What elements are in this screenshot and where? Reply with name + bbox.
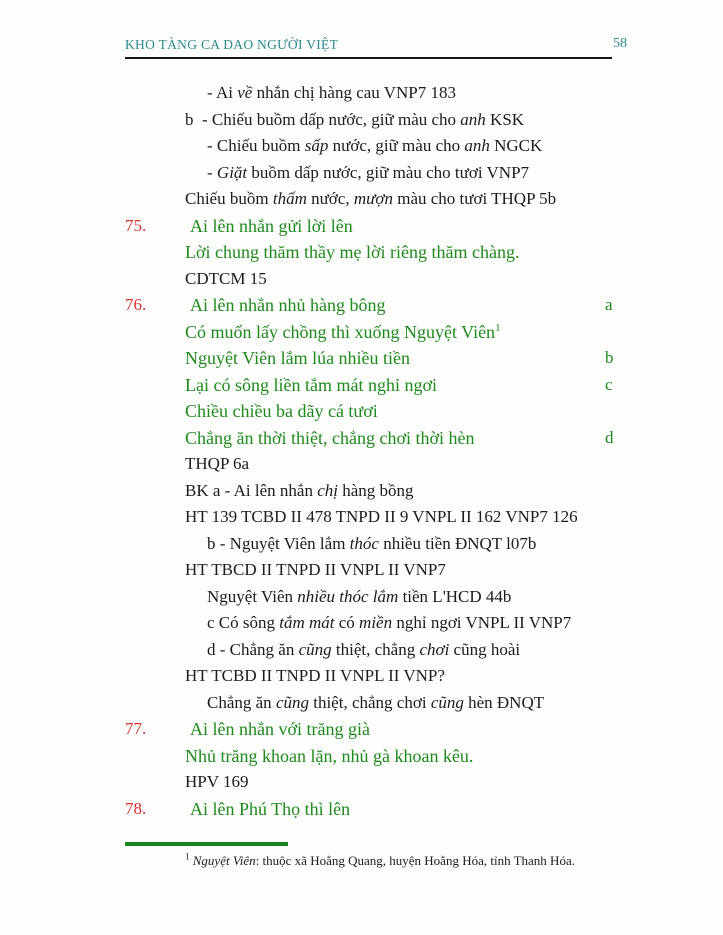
footnote-marker: 1: [185, 851, 190, 862]
reference-line: [125, 107, 645, 134]
verse-line: [125, 319, 645, 346]
header-rule: [125, 57, 612, 59]
reference-line: [125, 663, 645, 690]
line-text: Ai lên nhắn với trăng già: [190, 719, 370, 739]
line-text: Ai lên nhắn nhủ hàng bông: [190, 295, 386, 315]
footnote: [185, 852, 625, 870]
reference-line: [125, 504, 645, 531]
reference-line: [125, 186, 645, 213]
line-text: Chiếu buồm thấm nước, mượn màu cho tươi THQP 5b: [185, 189, 557, 208]
reference-line: [125, 80, 645, 107]
reference-line: [125, 610, 645, 637]
line-text: Có muốn lấy chồng thì xuống Nguyệt Viên$^1$: [185, 321, 501, 342]
line-text: c Có sông tắm mát có miền nghỉ ngơi VNPL II VNP7: [207, 613, 572, 632]
line-text: CDTCM 15: [185, 268, 267, 288]
variant-letter: b: [605, 348, 614, 367]
line-text: Nguyệt Viên lắm lúa nhiều tiền: [185, 348, 411, 368]
entry-number: 77.: [125, 719, 147, 738]
line-text: - Ai về nhắn chị hàng cau VNP7 183: [207, 83, 456, 102]
variant-letter: d: [605, 427, 614, 447]
reference-line: [125, 637, 645, 664]
line-text: Chiều chiều ba dãy cá tươi: [185, 401, 378, 421]
line-text: b - Nguyệt Viên lắm thóc nhiều tiền ĐNQT l07b: [207, 533, 537, 553]
verse-line: [125, 239, 645, 266]
line-text: d - Chẳng ăn cũng thiệt, chẳng chơi cũng hoài: [207, 639, 521, 659]
line-text: Lại có sông liền tắm mát nghỉ ngơi: [185, 374, 437, 395]
variant-letter: c: [605, 374, 613, 394]
reference-line: [125, 690, 645, 717]
body-text: [125, 80, 645, 822]
verse-line: [125, 398, 645, 425]
entry-line: [125, 213, 645, 240]
verse-line: [125, 372, 645, 399]
line-text: BK a - Ai lên nhắn chị hàng bồng: [185, 480, 414, 500]
reference-line: [125, 769, 645, 796]
reference-line: [125, 478, 645, 505]
entry-number: 78.: [125, 798, 147, 818]
entry-number: 75.: [125, 215, 147, 235]
entry-line: [125, 292, 645, 319]
page-number: 58: [613, 36, 627, 51]
line-text: HT TBCD II TNPD II VNPL II VNP7: [185, 560, 446, 579]
line-text: Ai lên nhắn gửi lời lên: [190, 215, 353, 236]
line-text: - Chiếu buồm sấp nước, giữ màu cho anh NGCK: [207, 136, 543, 155]
entry-line: [125, 716, 645, 743]
verse-line: [125, 743, 645, 770]
line-text: Nhủ trăng khoan lặn, nhủ gà khoan kêu.: [185, 745, 474, 766]
footnote-rule: [125, 842, 288, 846]
entry-line: [125, 796, 645, 823]
line-text: Ai lên Phú Thọ thì lên: [190, 798, 351, 819]
line-text: Chẳng ăn thời thiệt, chẳng chơi thời hèn: [185, 427, 475, 448]
reference-line: [125, 266, 645, 293]
line-text: HPV 169: [185, 772, 249, 791]
line-text: THQP 6a: [185, 454, 250, 473]
line-text: b - Chiếu buồm dấp nước, giữ màu cho anh KSK: [185, 109, 525, 129]
footnote-text: : thuộc xã Hoằng Quang, huyện Hoằng Hóa, tỉnh Thanh Hóa.: [255, 853, 575, 868]
line-text: Nguyệt Viên nhiều thóc lắm tiền L'HCD 44b: [207, 586, 512, 606]
reference-line: [125, 451, 645, 478]
verse-line: [125, 425, 645, 452]
page-header-title: KHO TÀNG CA DAO NGƯỜI VIỆT: [125, 37, 339, 52]
line-text: Chẳng ăn cũng thiệt, chẳng chơi cũng hèn ĐNQT: [207, 692, 545, 712]
line-text: - Giặt buồm dấp nước, giữ màu cho tươi VNP7: [207, 162, 530, 182]
reference-line: [125, 557, 645, 584]
reference-line: [125, 531, 645, 558]
entry-number: 76.: [125, 295, 147, 314]
footnote-term: Nguyệt Viên: [192, 853, 256, 868]
line-text: HT 139 TCBD II 478 TNPD II 9 VNPL II 162 VNP7 126: [185, 507, 578, 526]
reference-line: [125, 133, 645, 160]
reference-line: [125, 160, 645, 187]
verse-line: [125, 345, 645, 372]
line-text: HT TCBD II TNPD II VNPL II VNP?: [185, 666, 445, 685]
variant-letter: a: [605, 295, 613, 314]
reference-line: [125, 584, 645, 611]
line-text: Lời chung thăm thầy mẹ lời riêng thăm chàng.: [185, 242, 520, 262]
